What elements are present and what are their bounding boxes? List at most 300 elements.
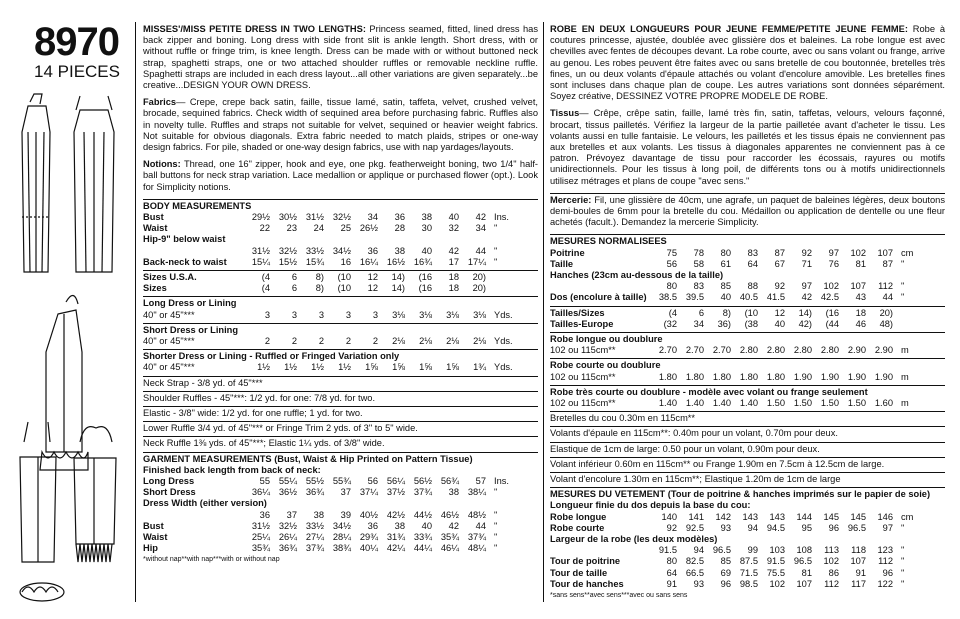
table-row: [143, 310, 538, 321]
table-cell: 2.70: [658, 345, 677, 356]
table-cell: 1½: [257, 362, 270, 373]
table-cell: 15¼: [251, 256, 270, 267]
table-cell: 48¼: [467, 543, 486, 554]
table-row: [143, 476, 538, 487]
row-label: Tour de hanches: [550, 578, 624, 589]
unit-label: m: [901, 397, 909, 408]
table-cell: 2.80: [739, 345, 758, 356]
en-title: MISSES'/MISS PETITE DRESS IN TWO LENGTHS:: [143, 24, 366, 34]
table-cell: 36): [717, 318, 731, 329]
yardage-extra: Neck Ruffle 1⅜ yds. of 45"***; Elastic 1¼ yds. of 3/8" wide.: [143, 436, 538, 449]
row-label: 40" or 45"***: [143, 309, 195, 320]
table-row: [550, 372, 945, 383]
table-cell: 2: [372, 335, 378, 346]
table-cell: 43: [855, 292, 866, 303]
unit-label: ": [494, 509, 498, 520]
yardage-extra: Lower Ruffle 3/4 yd. of 45"*** or Fringe Trim 2 yds. of 3" to 5" wide.: [143, 421, 538, 434]
table-cell: 40: [448, 212, 459, 223]
table-cell: 87: [882, 258, 893, 269]
table-cell: 146: [877, 511, 893, 522]
row-label: 102 ou 115cm**: [550, 371, 616, 382]
table-cell: 17¼: [467, 256, 486, 267]
table-cell: 33½: [305, 245, 324, 256]
table-cell: 46¼: [440, 543, 459, 554]
table-cell: 30½: [278, 212, 297, 223]
fr-mercerie-label: Mercerie:: [550, 194, 592, 205]
unit-label: Ins.: [494, 212, 509, 223]
table-cell: 32½: [332, 212, 351, 223]
table-cell: 1½: [338, 362, 351, 373]
en-width-title: Dress Width (either version): [143, 498, 267, 509]
table-cell: 69: [720, 567, 731, 578]
row-label: Tour de taille: [550, 567, 608, 578]
table-cell: 95: [801, 522, 812, 533]
table-cell: 87.5: [739, 556, 758, 567]
table-cell: 96: [882, 567, 893, 578]
table-row: [143, 246, 538, 257]
table-cell: 33½: [305, 520, 324, 531]
table-cell: 40: [421, 245, 432, 256]
table-cell: 2.80: [766, 345, 785, 356]
table-cell: 97: [882, 522, 893, 533]
table-cell: 29¾: [359, 531, 378, 542]
en-garment-sub: Finished back length from back of neck:: [143, 464, 321, 475]
table-cell: 46: [855, 318, 866, 329]
fr-vet-title: MESURES DU VETEMENT (Tour de poitrine & hanches imprimés sur le papier de soie): [550, 487, 945, 500]
table-row: [550, 292, 945, 303]
table-cell: 91.5: [766, 556, 785, 567]
table-cell: 143: [769, 511, 785, 522]
long-dress-front-icon: [22, 94, 50, 272]
table-cell: 37: [286, 509, 297, 520]
table-cell: 32½: [278, 520, 297, 531]
table-cell: 122: [877, 578, 893, 589]
unit-label: ": [901, 281, 905, 292]
table-row: [143, 272, 538, 283]
table-cell: 44: [475, 245, 486, 256]
table-cell: 1.80: [685, 371, 704, 382]
table-cell: 12: [367, 271, 378, 282]
table-row: [143, 283, 538, 294]
table-cell: 34½: [332, 245, 351, 256]
table-cell: 2.90: [847, 345, 866, 356]
row-label: Hanches (23cm au-dessous de la taille): [550, 270, 724, 281]
table-cell: 107: [796, 578, 812, 589]
fr-description: Robe à coutures princesse, ajustée, doublée avec glissière dos et baleines. La robe longue est avec chevilles avec fentes de découpes devant. La robe courte, avec ou sans volant ou frange, arrive au genou. Les robes peuvent être faites avec ou sans bretelle de cou boutonnée, bretelles très fines, un ou deux volants d'épaule attachés ou volant d'encolure amovible. Les bretelles fines sont incluses dans chaque plan de coupe. Les autres variations sont données séparément. Soyez créative, DESSINEZ VOTRE PROPRE MODELE DE ROBE.: [550, 24, 945, 102]
table-cell: 2.70: [685, 345, 704, 356]
table-cell: 64: [747, 258, 758, 269]
table-cell: 38: [421, 212, 432, 223]
row-label: Tailles/Sizes: [550, 307, 605, 318]
table-cell: 37¼: [359, 487, 378, 498]
table-cell: 3: [318, 309, 324, 320]
table-cell: 1.80: [712, 371, 731, 382]
table-cell: 33¾: [413, 531, 432, 542]
unit-label: cm: [901, 511, 914, 522]
table-row: [550, 579, 945, 590]
row-label: 102 ou 115cm**: [550, 397, 616, 408]
table-cell: 144: [796, 511, 812, 522]
table-cell: 87: [774, 247, 785, 258]
table-cell: 83: [693, 281, 704, 292]
table-cell: (32: [663, 318, 677, 329]
table-cell: 42¼: [386, 543, 405, 554]
table-cell: 12: [367, 283, 378, 294]
table-cell: 1.50: [793, 397, 812, 408]
row-label: Waist: [143, 531, 168, 542]
table-row: [143, 212, 538, 223]
table-cell: 24: [313, 223, 324, 234]
table-cell: 93: [720, 522, 731, 533]
row-label: 40" or 45"***: [143, 335, 195, 346]
table-cell: 8): [722, 307, 731, 318]
unit-label: cm: [901, 247, 914, 258]
table-cell: 107: [850, 281, 866, 292]
table-cell: 1.90: [793, 371, 812, 382]
table-cell: 55½: [305, 475, 324, 486]
table-cell: 88: [747, 281, 758, 292]
table-row: [143, 336, 538, 347]
table-cell: 2.70: [712, 345, 731, 356]
table-cell: 80: [720, 247, 731, 258]
table-cell: 40½: [359, 509, 378, 520]
unit-label: ": [494, 520, 498, 531]
table-cell: 94: [747, 522, 758, 533]
fr-mercerie: Fil, une glissière de 40cm, une agrafe, un paquet de baleines légères, deux boutons demi-boules de 6mm pour la bretelle du cou. Médaillon ou application de dentelle ou une fleur achetés (facult.). Demandez la mercerie Simplicity.: [550, 194, 945, 228]
unit-label: ": [901, 258, 905, 269]
table-cell: 91: [855, 567, 866, 578]
table-cell: 14): [798, 307, 812, 318]
table-cell: 3⅛: [446, 309, 459, 320]
unit-label: ": [494, 531, 498, 542]
table-cell: 31¾: [386, 531, 405, 542]
yardage-extra: Elastic - 3/8" wide: 1/2 yd. for one ruffle; 1 yd. for two.: [143, 406, 538, 419]
table-cell: 36½: [278, 487, 297, 498]
table-cell: 93: [693, 578, 704, 589]
table-cell: 8): [315, 271, 324, 282]
yardage-extra: Neck Strap - 3/8 yd. of 45"***: [143, 376, 538, 389]
table-cell: 38: [394, 245, 405, 256]
table-cell: 76: [828, 258, 839, 269]
unit-label: ": [494, 543, 498, 554]
unit-label: ": [901, 567, 905, 578]
fr-largeur-title: Largeur de la robe (les deux modèles): [550, 533, 718, 544]
table-cell: (10: [744, 307, 758, 318]
table-cell: 96: [828, 522, 839, 533]
table-cell: 12: [774, 307, 785, 318]
table-row: [550, 568, 945, 579]
table-cell: 96: [720, 578, 731, 589]
unit-label: ": [901, 578, 905, 589]
table-cell: 97: [801, 281, 812, 292]
table-cell: 140: [661, 511, 677, 522]
table-cell: 34: [693, 318, 704, 329]
table-cell: 34½: [332, 520, 351, 531]
yardage-extra: Volants d'épaule en 115cm**: 0.40m pour un volant, 0.70m pour deux.: [550, 426, 945, 439]
table-cell: 66.5: [685, 567, 704, 578]
table-cell: 37½: [386, 487, 405, 498]
table-cell: 42): [798, 318, 812, 329]
table-cell: 2⅛: [473, 335, 486, 346]
table-cell: 37¾: [413, 487, 432, 498]
table-row: [143, 543, 538, 554]
table-cell: 141: [688, 511, 704, 522]
table-cell: 92: [774, 281, 785, 292]
table-row: [550, 270, 945, 281]
table-cell: 30: [421, 223, 432, 234]
table-cell: 1.90: [847, 371, 866, 382]
table-cell: 37¾: [305, 543, 324, 554]
table-cell: (4: [261, 271, 270, 282]
row-label: Waist: [143, 223, 168, 234]
table-cell: 18: [855, 307, 866, 318]
table-row: [143, 510, 538, 521]
table-cell: 2: [345, 335, 351, 346]
unit-label: ": [494, 487, 498, 498]
table-cell: 26½: [359, 223, 378, 234]
en-garment-title: GARMENT MEASUREMENTS (Bust, Waist & Hip Printed on Pattern Tissue): [143, 452, 538, 465]
table-cell: 75.5: [766, 567, 785, 578]
table-cell: 20): [472, 271, 486, 282]
table-cell: 8): [315, 283, 324, 294]
table-cell: 92: [801, 247, 812, 258]
table-cell: 1.60: [874, 397, 893, 408]
table-cell: 38: [313, 509, 324, 520]
table-cell: 123: [877, 545, 893, 556]
table-cell: 17: [448, 256, 459, 267]
table-row: [550, 545, 945, 556]
yardage-extra: Bretelles du cou 0.30m en 115cm**: [550, 411, 945, 424]
table-cell: 55: [259, 475, 270, 486]
en-fabrics-label: Fabrics: [143, 97, 177, 108]
table-cell: 108: [796, 545, 812, 556]
yardage-extra: Volant d'encolure 1.30m en 115cm**; Elastique 1.20m de 1cm de large: [550, 472, 945, 485]
table-cell: 44½: [413, 509, 432, 520]
table-cell: 42: [801, 292, 812, 303]
table-cell: 96.5: [793, 556, 812, 567]
table-cell: 1⅝: [365, 362, 378, 373]
table-cell: 20): [879, 307, 893, 318]
table-cell: 1.90: [874, 371, 893, 382]
unit-label: ": [494, 223, 498, 234]
table-cell: 36: [259, 509, 270, 520]
row-label: Hip: [143, 543, 158, 554]
table-cell: 36¾: [278, 543, 297, 554]
table-cell: 145: [850, 511, 866, 522]
table-cell: 96.5: [712, 545, 731, 556]
table-cell: 22: [259, 223, 270, 234]
table-cell: (10: [337, 271, 351, 282]
table-cell: 16: [340, 256, 351, 267]
fr-vet-sub: Longueur finie du dos depuis la base du cou:: [550, 500, 751, 511]
table-cell: 31½: [251, 245, 270, 256]
table-cell: 1.40: [658, 397, 677, 408]
table-row: [550, 512, 945, 523]
fr-mes-title: MESURES NORMALISEES: [550, 234, 945, 247]
table-cell: 36¼: [251, 487, 270, 498]
row-label: Hip-9" below waist: [143, 234, 226, 245]
pieces-count: 14 PIECES: [34, 62, 120, 81]
table-cell: 91.5: [658, 545, 677, 556]
table-cell: 83: [747, 247, 758, 258]
table-cell: 107: [850, 556, 866, 567]
unit-label: Yds.: [494, 309, 513, 320]
table-cell: 98.5: [739, 578, 758, 589]
fr-longue-title: Robe longue ou doublure: [550, 332, 945, 345]
table-cell: 42: [448, 520, 459, 531]
table-cell: 55¾: [332, 475, 351, 486]
table-cell: 2: [318, 335, 324, 346]
table-cell: 1.40: [712, 397, 731, 408]
table-row: [143, 234, 538, 245]
table-cell: 56¼: [386, 475, 405, 486]
table-row: [143, 487, 538, 498]
table-cell: 3⅛: [473, 309, 486, 320]
table-cell: 25: [340, 223, 351, 234]
table-cell: 20): [472, 283, 486, 294]
unit-label: ": [901, 556, 905, 567]
table-cell: 2: [291, 335, 297, 346]
table-cell: 48½: [467, 509, 486, 520]
table-cell: 81: [801, 567, 812, 578]
table-cell: 102: [769, 578, 785, 589]
table-cell: 16½: [386, 256, 405, 267]
table-cell: 85: [720, 556, 731, 567]
table-cell: 23: [286, 223, 297, 234]
table-cell: 28: [394, 223, 405, 234]
table-cell: 80: [666, 281, 677, 292]
table-row: [550, 345, 945, 356]
fr-title: ROBE EN DEUX LONGUEURS POUR JEUNE FEMME/PETITE JEUNE FEMME:: [550, 24, 908, 34]
yardage-extra: Volant inférieur 0.60m en 115cm** ou Frange 1.90m en 7.5cm à 12.5cm de large.: [550, 457, 945, 470]
table-cell: (10: [337, 283, 351, 294]
unit-label: Ins.: [494, 475, 509, 486]
table-cell: 56: [367, 475, 378, 486]
table-cell: 3: [372, 309, 378, 320]
row-label: Bust: [143, 212, 164, 223]
row-label: Tailles-Europe: [550, 318, 614, 329]
table-cell: 118: [851, 545, 866, 556]
table-row: [550, 398, 945, 409]
table-row: [143, 362, 538, 373]
table-cell: 37¾: [467, 531, 486, 542]
table-cell: 14): [391, 271, 405, 282]
row-label: Sizes U.S.A.: [143, 271, 197, 282]
row-label: Robe courte: [550, 522, 605, 533]
table-cell: 18: [448, 271, 459, 282]
table-cell: 78: [693, 247, 704, 258]
table-cell: 42: [475, 212, 486, 223]
table-cell: 6: [291, 271, 297, 282]
table-cell: 15½: [278, 256, 297, 267]
table-cell: 6: [291, 283, 297, 294]
en-fabrics: Crepe, crepe back satin, faille, tissue lamé, satin, taffeta, velvet, crushed velvet, brocade, sequined fabrics. Check width of sequined area before purchasing fabric. Ruffles also in novelty tulle. Ruffles and straps not suitable for velvet, sequined or heavier weight fabrics. Not suitable for obvious diagonals. Extra fabric needed to match plaids, stripes or one-way design fabrics. For pile, shaded or one-way design fabrics, use with nap yardages/layouts.: [143, 97, 538, 153]
table-cell: 3: [264, 309, 270, 320]
table-cell: (16: [825, 307, 839, 318]
table-cell: 113: [824, 545, 839, 556]
table-cell: 92: [666, 522, 677, 533]
unit-label: Yds.: [494, 362, 513, 373]
table-cell: 44¼: [413, 543, 432, 554]
table-cell: 39: [340, 509, 351, 520]
table-cell: 1½: [311, 362, 324, 373]
unit-label: ": [494, 256, 498, 267]
table-cell: 2⅛: [392, 335, 405, 346]
long-dress-back-icon: [74, 96, 114, 272]
table-cell: 86: [828, 567, 839, 578]
table-cell: 1⅝: [392, 362, 405, 373]
table-cell: 117: [851, 578, 866, 589]
table-cell: 82.5: [685, 556, 704, 567]
row-label: Back-neck to waist: [143, 256, 227, 267]
table-row: [550, 319, 945, 330]
table-cell: 2.90: [874, 345, 893, 356]
table-cell: 102: [823, 556, 839, 567]
table-cell: 145: [823, 511, 839, 522]
table-cell: 36: [394, 212, 405, 223]
table-row: [550, 259, 945, 270]
table-cell: (38: [744, 318, 758, 329]
table-cell: 1.50: [847, 397, 866, 408]
table-cell: 1.50: [820, 397, 839, 408]
table-cell: 61: [720, 258, 731, 269]
table-cell: 36: [367, 245, 378, 256]
table-cell: 14): [391, 283, 405, 294]
row-label: 40" or 45"***: [143, 362, 195, 373]
table-cell: 75: [666, 247, 677, 258]
unit-label: ": [901, 545, 905, 556]
row-label: Long Dress: [143, 475, 195, 486]
table-cell: 97: [828, 247, 839, 258]
table-cell: 67: [774, 258, 785, 269]
en-notions: Thread, one 16" zipper, hook and eye, one pkg. featherweight boning, two 1/4" half-ball buttons for neck strap variation. Lace medallion or applique or purchased flower (opt.). Look for Simplicity notions.: [143, 159, 538, 192]
table-cell: 91: [666, 578, 677, 589]
table-row: [143, 257, 538, 268]
table-cell: 112: [824, 578, 839, 589]
table-row: [550, 281, 945, 292]
table-cell: 38.5: [658, 292, 677, 303]
table-cell: 35¾: [251, 543, 270, 554]
table-cell: 1⅝: [446, 362, 459, 373]
dress-illustrations: [8, 92, 126, 612]
table-cell: 56½: [413, 475, 432, 486]
table-cell: 16¾: [413, 256, 432, 267]
table-cell: 85: [720, 281, 731, 292]
row-label: Robe longue: [550, 511, 607, 522]
table-cell: 31½: [305, 212, 324, 223]
french-column: ROBE EN DEUX LONGUEURS POUR JEUNE FEMME/PETITE JEUNE FEMME: Robe à coutures princesse, ajustée, doublée avec glissière dos et baleines. La robe longue est avec chevilles avec fentes de découpes devant. La robe courte, avec ou sans volant ou frange, arrive au genou. Les robes peuvent être faites avec ou sans bretelle de cou boutonnée, bretelles très fines, un ou deux volants d'épaule attachés ou volant d'encolure amovible. Les bretelles fines sont incluses dans chaque plan de coupe. Les autres variations sont données séparément. Soyez créative, DESSINEZ VOTRE PROPRE MODELE DE ROBE. Tissus— Crêpe, crêpe satin, faille, lamé très fin, satin, taffetas, velours, velours façonné, brocart, tissus pailletés. Vérifiez la largeur de la partie pailletée avant d'acheter le tissu. Les volants aussi en tulle fantaisie. Le velours, les pailletés et les tissus épais ne conviennent pas aux bretelles et aux volants. Les tissus à diagonales apparentes ne conviennent pas à ce patron. Prévoyez davantage de tissu pour raccorder les écossais, rayures ou motifs unidirectionnels. Pour les tissus à long poil, de différents tons ou à motifs unidirectionnels utilisez métrages et plans de coupe "avec sens." Mercerie: Fil, une glissière de 40cm, une agrafe, un paquet de baleines légères, deux boutons demi-boules de 6mm pour la bretelle du cou. Médaillon ou application de dentelle ou une fleur achetés (facult.). Demandez la mercerie Simplicity. MESURES NORMALISEES Poitrine 75 78 80 83 87 92 97 102 107 cm Taille 56 58 61 64 67 71 76 81 87 " Hanches (23cm au-dessous de la taille) 80 83 85 88 92 97 102 107 112 " Dos (encolure à taille) 38.5 39.5 40 40.5 41.5 42 42.5 43 44 " Tailles/Sizes (4 6 8) (10 12 14) (16 18 20) Tailles-Europe (32 34 36) (38 40 42) (44 46 48) Robe longue ou doublure 102 ou 115cm** 2.70 2.70 2.70 2.80 2.80 2.80 2.80 2.90 2.90 m Robe courte ou doublure 102 ou 115cm** 1.80 1.80 1.80 1.80 1.80 1.90 1.90 1.90 1.90 m Robe très courte ou doublure - modèle avec volant ou frange seulement 102 ou 115cm** 1.40 1.40 1.40 1.40 1.50 1.50 1.50 1.50 1.60 m Bretelles du cou 0.30m en 115cm** Volants d'épaule en 115cm**: 0.40m pour un volant, 0.70m pour deux. Elastique de 1cm de large: 0.50 pour un volant, 0.90m pour deux. Volant inférieur 0.60m en 115cm** ou Frange 1.90m en 7.5cm à 12.5cm de large. Volant d'encolure 1.30m en 115cm**; Elastique 1.20m de 1cm de large MESURES DU VETEMENT (Tour de poitrine & hanches imprimés sur le papier de soie) Longueur finie du dos depuis la base du cou: Robe longue 140 141 142 143 143 144 145 145 146 cm Robe courte 92 92.5 93 94 94.5 95 96 96.5 97 " Largeur de la robe (les deux modèles) 91.5 94 96.5 99 103 108 113 118 123 " Tour de poitrine 80 82.5 85 87.5 91.5 96.5 102 107 112 " Tour de taille 64 66.5 69 71.5 75.5 81 86 91 96 " Tour de hanches 91 93 96 98.5 102 107 112 117 122 " *sans sens**avec sens***avec ou sans sens: [550, 24, 945, 601]
table-cell: 1.50: [766, 397, 785, 408]
unit-label: ": [494, 245, 498, 256]
table-cell: 42: [448, 245, 459, 256]
row-label: Short Dress: [143, 487, 196, 498]
table-row: [143, 223, 538, 234]
table-cell: 143: [742, 511, 758, 522]
table-cell: 1⅝: [419, 362, 432, 373]
table-cell: (4: [261, 283, 270, 294]
fringe-dress-icon: [20, 422, 116, 562]
table-cell: 3⅛: [392, 309, 405, 320]
table-cell: 142: [715, 511, 731, 522]
table-cell: 107: [877, 247, 893, 258]
unit-label: Yds.: [494, 335, 513, 346]
short-ruffle-dress-icon: [40, 295, 88, 470]
table-cell: 29½: [251, 212, 270, 223]
table-cell: 2.80: [820, 345, 839, 356]
table-cell: 71: [801, 258, 812, 269]
table-cell: 57: [475, 475, 486, 486]
table-row: [550, 308, 945, 319]
